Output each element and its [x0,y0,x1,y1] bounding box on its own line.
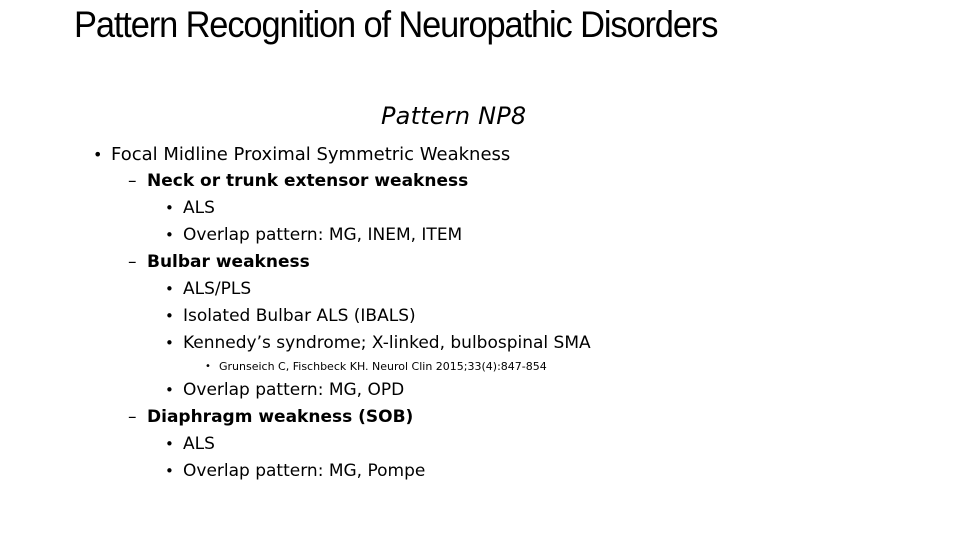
list-item-text: ALS/PLS [183,279,252,299]
list-item-text: ALS [183,434,215,454]
bullet-marker: • [165,199,174,217]
section-heading-bulbar [128,249,310,276]
dash-marker: – [128,252,137,272]
list-item [165,330,591,357]
list-item [165,377,405,404]
section-heading-diaphragm [128,404,414,431]
section-heading-text: Bulbar weakness [147,252,310,272]
bullet-marker: • [205,361,211,372]
slide-title: Pattern Recognition of Neuropathic Disorders [74,4,718,45]
bullet-marker: • [165,381,174,399]
list-item [165,195,215,222]
main-bullet-text: Focal Midline Proximal Symmetric Weakness [111,144,511,165]
list-item [165,458,426,485]
reference-citation [205,357,547,377]
dash-marker: – [128,171,137,191]
list-item [165,431,215,458]
section-heading-text: Neck or trunk extensor weakness [147,171,469,191]
bullet-marker: • [93,145,103,164]
list-item [165,276,252,303]
list-item-text: Isolated Bulbar ALS (IBALS) [183,306,416,326]
bullet-marker: • [165,280,174,298]
section-heading-neck-trunk [128,168,469,195]
list-item-text: Overlap pattern: MG, Pompe [183,461,426,481]
section-heading-text: Diaphragm weakness (SOB) [147,407,414,427]
list-item-text: Overlap pattern: MG, OPD [183,380,405,400]
bullet-marker: • [165,435,174,453]
bullet-marker: • [165,462,174,480]
bullet-marker: • [165,334,174,352]
list-item [165,303,416,330]
bullet-marker: • [165,307,174,325]
list-item-text: ALS [183,198,215,218]
list-item [165,222,463,249]
list-item-text: Overlap pattern: MG, INEM, ITEM [183,225,463,245]
dash-marker: – [128,407,137,427]
list-item-text: Kennedy’s syndrome; X-linked, bulbospinal SMA [183,333,591,353]
slide-subtitle: Pattern NP8 [381,102,527,130]
reference-text: Grunseich C, Fischbeck KH. Neurol Clin 2015;33(4):847-854 [219,360,547,373]
main-bullet [93,141,511,168]
bullet-marker: • [165,226,174,244]
